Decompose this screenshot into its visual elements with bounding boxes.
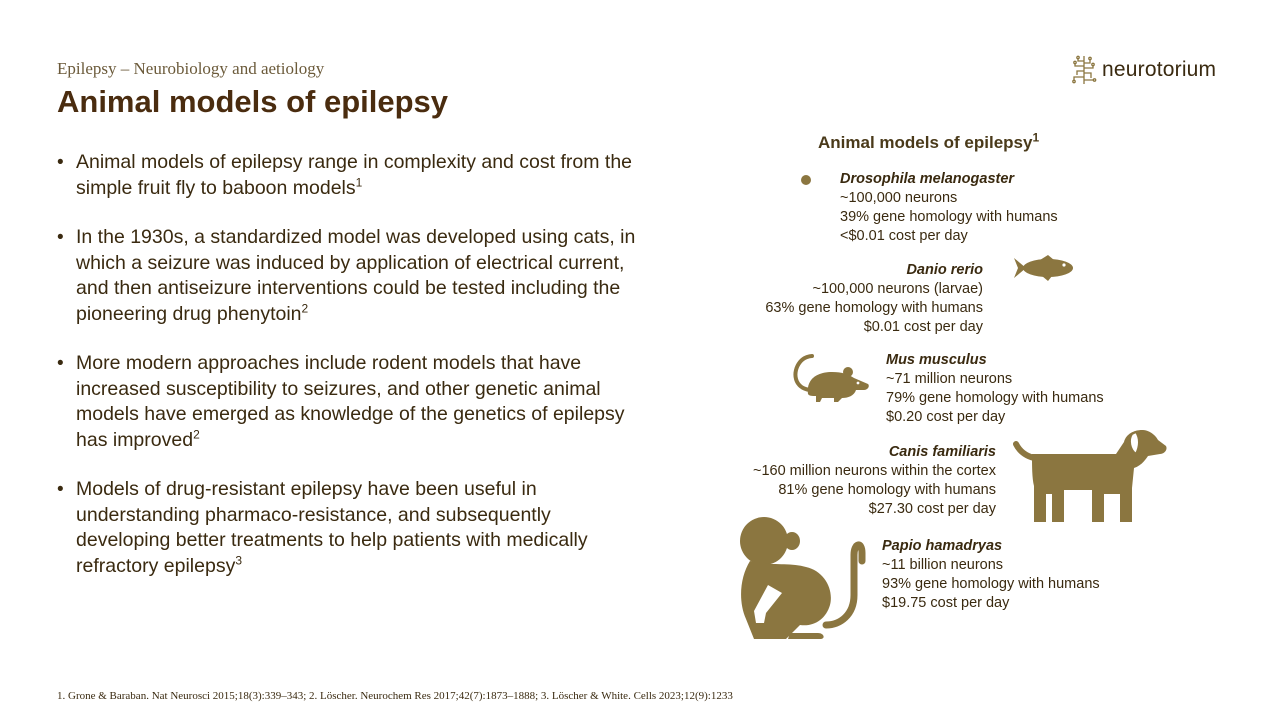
reference-superscript: 1 — [355, 175, 363, 189]
bullet-dot: • — [57, 479, 64, 500]
footnote: 1. Grone & Baraban. Nat Neurosci 2015;18(3):339–343; 2. Löscher. Neurochem Res 2017;42(7):1873–1888; 3. Löscher & White. Cells 2023;12(9):1233 — [57, 690, 733, 702]
bullet-dot: • — [57, 152, 64, 173]
bullet-text: Animal models of epilepsy range in complexity and cost from the simple fruit fly to baboon models — [76, 151, 633, 199]
neurotorium-logo — [1070, 52, 1230, 88]
animal-neurons: ~100,000 neurons (larvae) — [812, 281, 983, 297]
animal-cost: $0.20 cost per day — [886, 409, 1006, 425]
page-title: Animal models of epilepsy — [57, 84, 449, 119]
panel-title — [818, 130, 1040, 153]
dog-icon — [1012, 428, 1168, 524]
animal-cost: $27.30 cost per day — [868, 501, 996, 517]
bullet-text: More modern approaches include rodent models that have increased susceptibility to seizures, and other genetic animal models have emerged as knowledge of the genetics of epilepsy has improved — [76, 352, 625, 451]
bullet-item — [57, 351, 642, 453]
animal-homology: 93% gene homology with humans — [882, 576, 1100, 592]
logo-text: neurotorium — [1102, 58, 1217, 81]
animal-drosophila — [840, 170, 1058, 246]
bullet-item — [57, 477, 642, 579]
animal-cost: <$0.01 cost per day — [840, 228, 968, 244]
bullet-list — [57, 150, 642, 603]
animal-homology: 39% gene homology with humans — [840, 209, 1058, 225]
animal-name: Papio hamadryas — [882, 538, 1003, 554]
animal-homology: 63% gene homology with humans — [765, 300, 983, 316]
animal-name: Drosophila melanogaster — [840, 171, 1015, 187]
animal-mus — [886, 351, 1104, 427]
neurotorium-logo-icon — [1070, 54, 1098, 86]
animal-cost: $0.01 cost per day — [863, 319, 983, 335]
fish-icon — [1012, 254, 1076, 282]
reference-superscript: 3 — [235, 553, 243, 567]
fly-icon — [800, 174, 812, 186]
bullet-item — [57, 225, 642, 327]
animal-neurons: ~100,000 neurons — [840, 190, 958, 206]
monkey-icon — [730, 515, 866, 641]
animal-neurons: ~71 million neurons — [886, 371, 1013, 387]
animal-cost: $19.75 cost per day — [882, 595, 1010, 611]
animal-neurons: ~160 million neurons within the cortex — [752, 463, 996, 479]
bullet-item — [57, 150, 642, 201]
reference-superscript: 1 — [1032, 130, 1040, 145]
reference-superscript: 2 — [193, 427, 200, 441]
bullet-dot: • — [57, 353, 64, 374]
animal-neurons: ~11 billion neurons — [882, 557, 1004, 573]
animal-canis — [700, 443, 996, 519]
animal-name: Mus musculus — [886, 352, 987, 368]
animal-papio — [882, 537, 1100, 613]
bullet-text: Models of drug-resistant epilepsy have been useful in understanding pharmaco-resistance, and subsequently developing better treatments to help patients with medically refractory epilepsy — [76, 478, 588, 577]
animal-name: Canis familiaris — [888, 444, 996, 460]
mouse-icon — [788, 350, 872, 404]
panel-title-text: Animal models of epilepsy — [818, 133, 1033, 152]
animal-homology: 81% gene homology with humans — [778, 482, 996, 498]
bullet-text: In the 1930s, a standardized model was developed using cats, in which a seizure was induced by application of electrical current, and then antiseizure interventions could be tested including the pioneering drug phenytoin — [76, 226, 636, 325]
animal-danio — [700, 261, 983, 337]
reference-superscript: 2 — [301, 301, 309, 315]
animal-homology: 79% gene homology with humans — [886, 390, 1104, 406]
bullet-dot: • — [57, 227, 64, 248]
animal-name: Danio rerio — [906, 262, 983, 278]
section-subtitle: Epilepsy – Neurobiology and aetiology — [57, 59, 325, 78]
